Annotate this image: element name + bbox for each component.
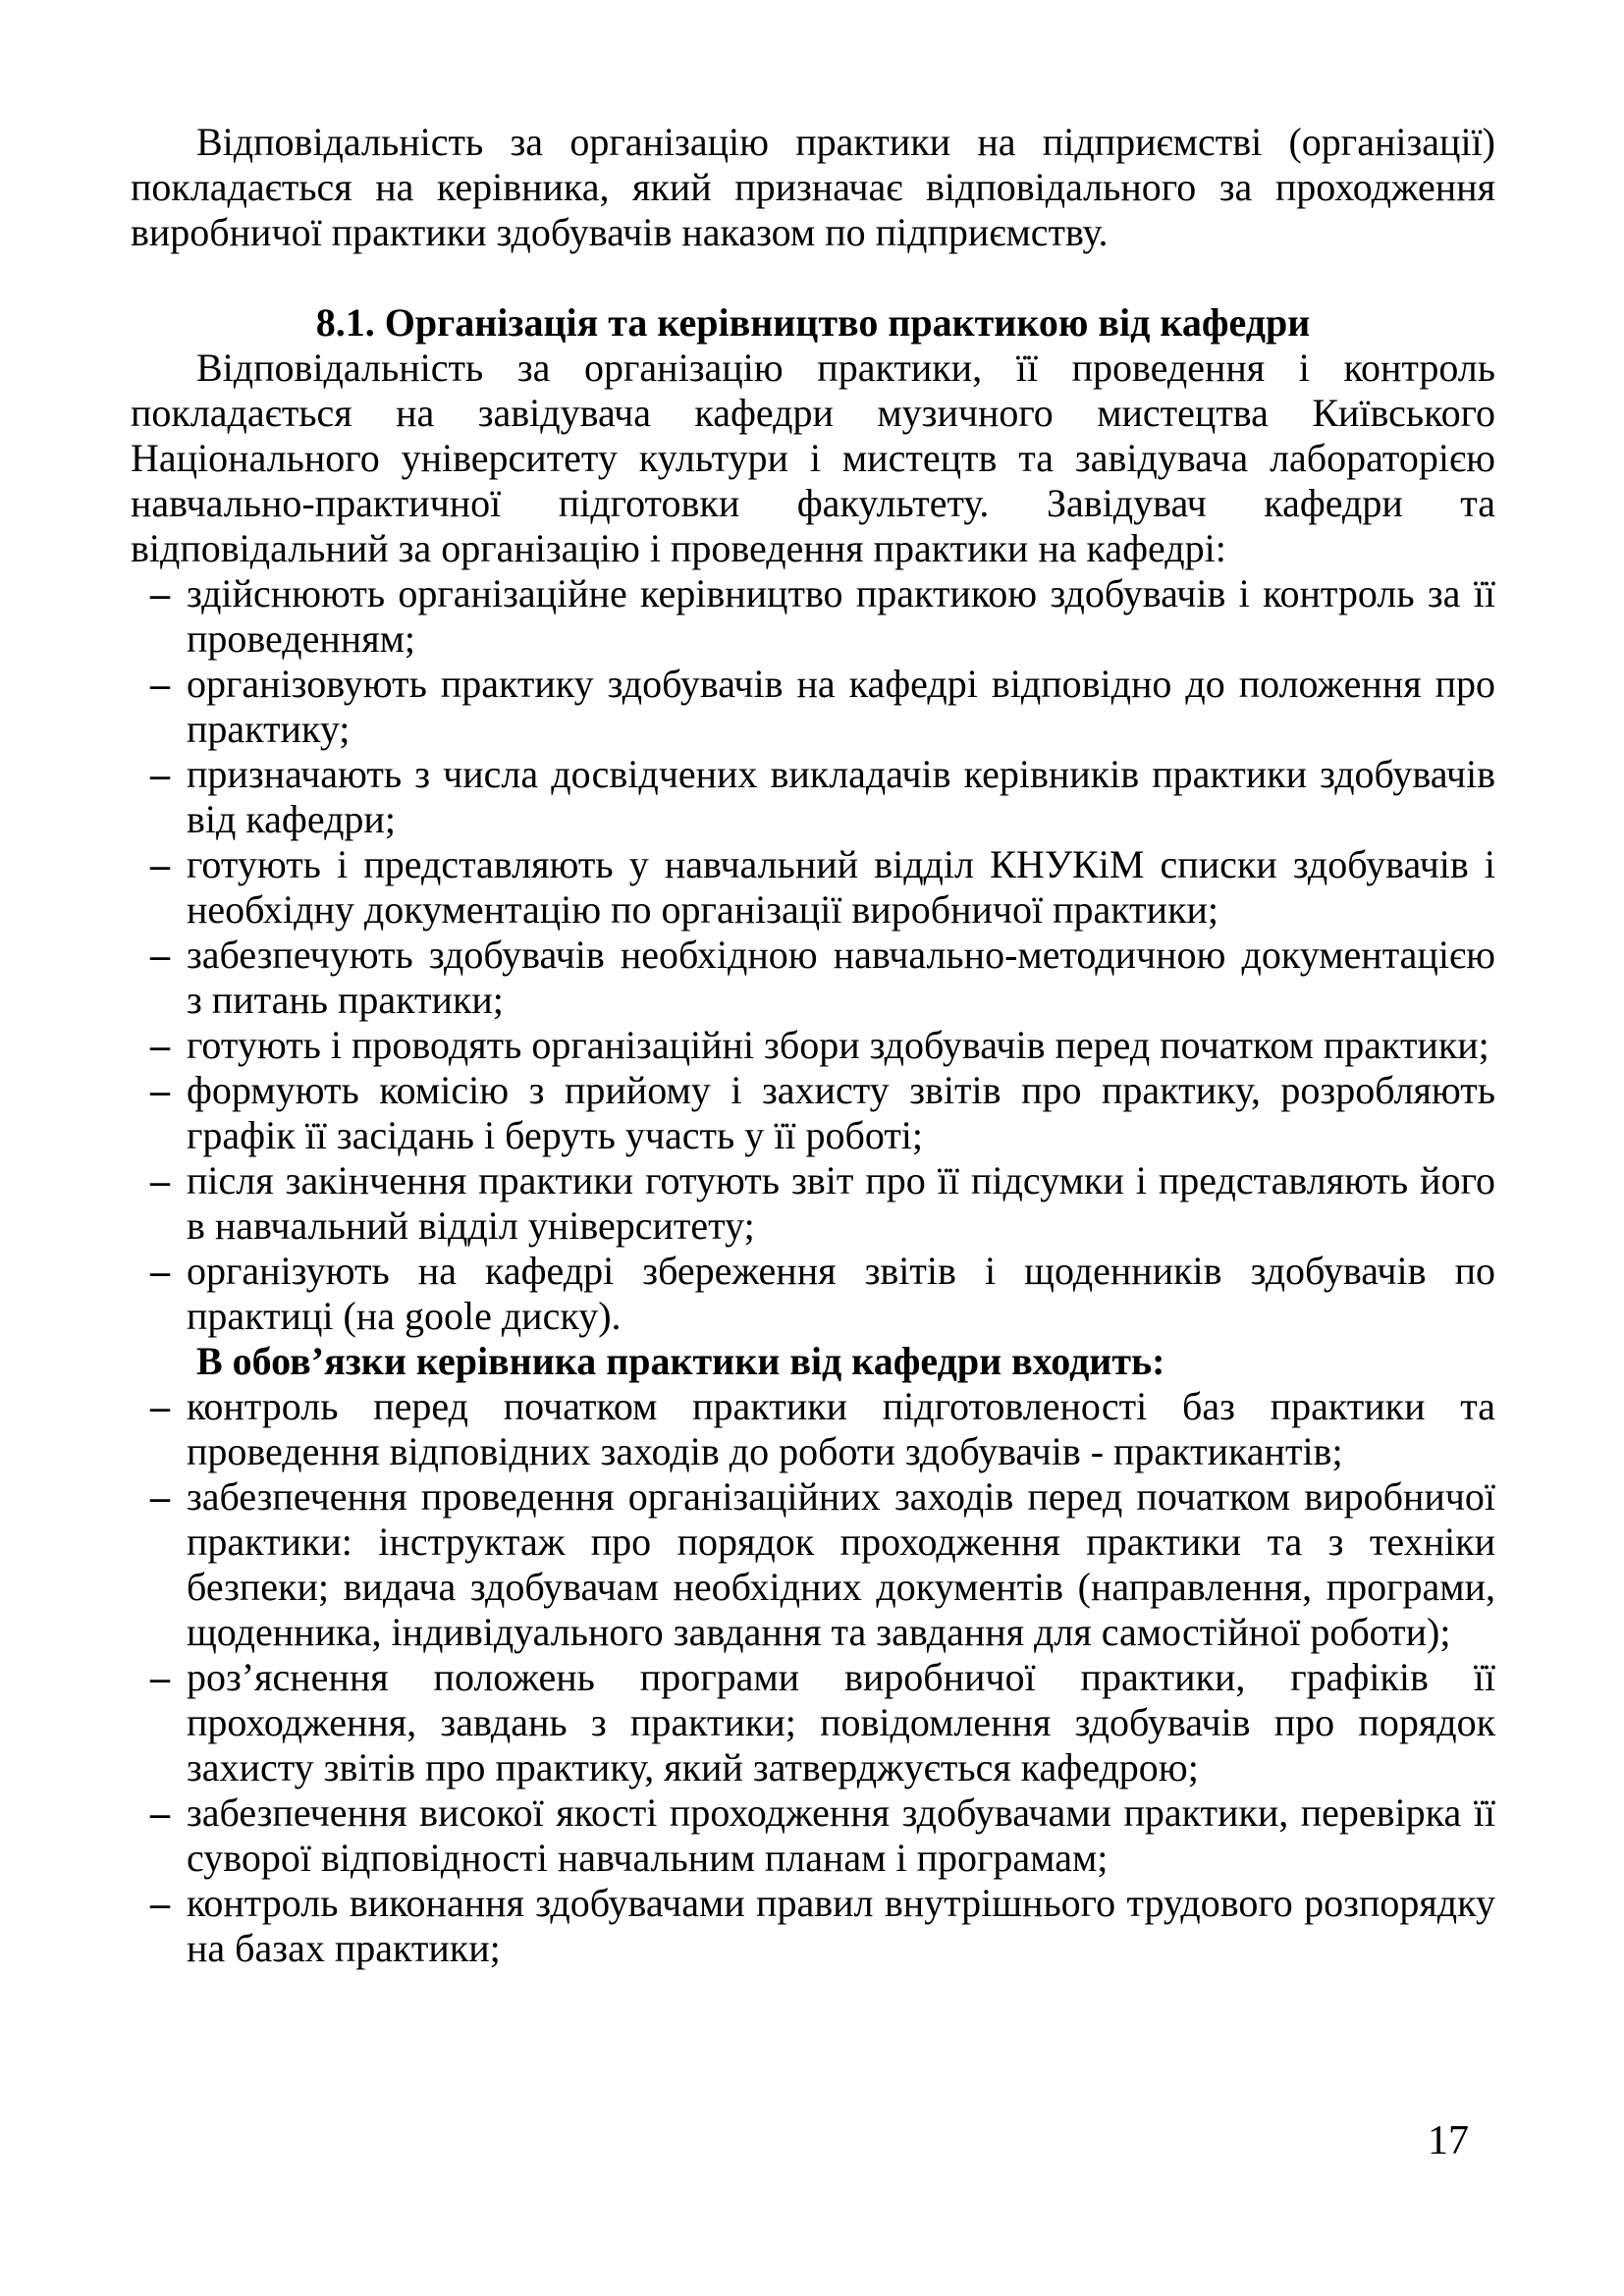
list-item-text: формують комісію з прийому і захисту звітів про практику, розробляють графік її засідань і беруть участь у її роботі; xyxy=(187,1068,1495,1157)
dash-bullet-icon: – xyxy=(150,1655,170,1699)
list-item xyxy=(131,842,1495,933)
section-heading: 8.1. Організація та керівництво практикою від кафедри xyxy=(315,300,1311,345)
list-item xyxy=(131,933,1495,1023)
list-item-text: роз’яснення положень програми виробничої практики, графіків її проходження, завдань з практики; повідомлення здобувачів про порядок захисту звітів про практику, який затверджується кафедрою; xyxy=(187,1655,1495,1789)
list-item-text: здійснюють організаційне керівництво практикою здобувачів і контроль за її проведенням; xyxy=(187,571,1495,661)
list-item-text: організують на кафедрі збереження звітів і щоденників здобувачів по практиці (на goole диску). xyxy=(187,1249,1495,1338)
dash-bullet-icon: – xyxy=(150,1384,170,1428)
list-item xyxy=(131,1249,1495,1339)
list-item-text: контроль виконання здобувачами правил внутрішнього трудового розпорядку на базах практики; xyxy=(187,1881,1495,1970)
list-item xyxy=(131,1790,1495,1881)
list-item-text: організовують практику здобувачів на кафедрі відповідно до положення про практику; xyxy=(187,662,1495,751)
list-item-text: готують і представляють у навчальний відділ КНУКіМ списки здобувачів і необхідну документацію по організації виробничої практики; xyxy=(187,842,1495,932)
department-duties-list xyxy=(131,571,1495,1339)
supervisor-duties-list xyxy=(131,1384,1495,1971)
dash-bullet-icon: – xyxy=(150,1790,170,1835)
list-item xyxy=(131,662,1495,752)
dash-bullet-icon: – xyxy=(150,1249,170,1293)
dash-bullet-icon: – xyxy=(150,1474,170,1519)
list-item xyxy=(131,1384,1495,1474)
list-item-text: забезпечення високої якості проходження здобувачами практики, перевірка її суворої відповідності навчальним планам і програмам; xyxy=(187,1790,1495,1880)
list-item xyxy=(131,1655,1495,1790)
list-item-text: забезпечення проведення організаційних заходів перед початком виробничої практики: інструктаж про порядок проходження практики та з техніки безпеки; видача здобувачам необхідних документів (направлення, програми, щоденника, індивідуального завдання та завдання для самостійної роботи); xyxy=(187,1474,1495,1654)
text-block xyxy=(131,120,1495,1971)
intro-paragraph: Відповідальність за організацію практики на підприємстві (організації) покладається на керівника, який призначає відповідального за проходження виробничої практики здобувачів наказом по підприємству. xyxy=(131,120,1495,254)
dash-bullet-icon: – xyxy=(150,933,170,977)
list-item xyxy=(131,1068,1495,1158)
dash-bullet-icon: – xyxy=(150,1068,170,1112)
list-item xyxy=(131,1158,1495,1249)
list-item xyxy=(131,1474,1495,1655)
list-item-text: контроль перед початком практики підготовленості баз практики та проведення відповідних заходів до роботи здобувачів - практикантів; xyxy=(187,1384,1495,1473)
list-item-text: готують і проводять організаційні збори здобувачів перед початком практики; xyxy=(187,1023,1489,1067)
dash-bullet-icon: – xyxy=(150,1881,170,1925)
page-number: 17 xyxy=(1428,2118,1469,2163)
list-item-text: призначають з числа досвідчених викладачів керівників практики здобувачів від кафедри; xyxy=(187,752,1495,841)
dash-bullet-icon: – xyxy=(150,1023,170,1067)
dash-bullet-icon: – xyxy=(150,1158,170,1202)
list-item-text: після закінчення практики готують звіт про її підсумки і представляють його в навчальний відділ університету; xyxy=(187,1158,1495,1248)
dash-bullet-icon: – xyxy=(150,662,170,706)
list-item-text: забезпечують здобувачів необхідною навчально-методичною документацією з питань практики; xyxy=(187,933,1495,1022)
dash-bullet-icon: – xyxy=(150,752,170,796)
dash-bullet-icon: – xyxy=(150,571,170,615)
list-item xyxy=(131,1881,1495,1971)
subheading: В обов’язки керівника практики від кафедри входить: xyxy=(196,1339,1165,1383)
section-intro-paragraph: Відповідальність за організацію практики, її проведення і контроль покладається на завідувача кафедри музичного мистецтва Київського Національного університету культури і мистецтв та завідувача лабораторією навчально-практичної підготовки факультету. Завідувач кафедри та відповідальний за організацію і проведення практики на кафедрі: xyxy=(131,346,1495,570)
list-item xyxy=(131,752,1495,842)
dash-bullet-icon: – xyxy=(150,842,170,886)
list-item xyxy=(131,1023,1495,1068)
list-item xyxy=(131,571,1495,662)
